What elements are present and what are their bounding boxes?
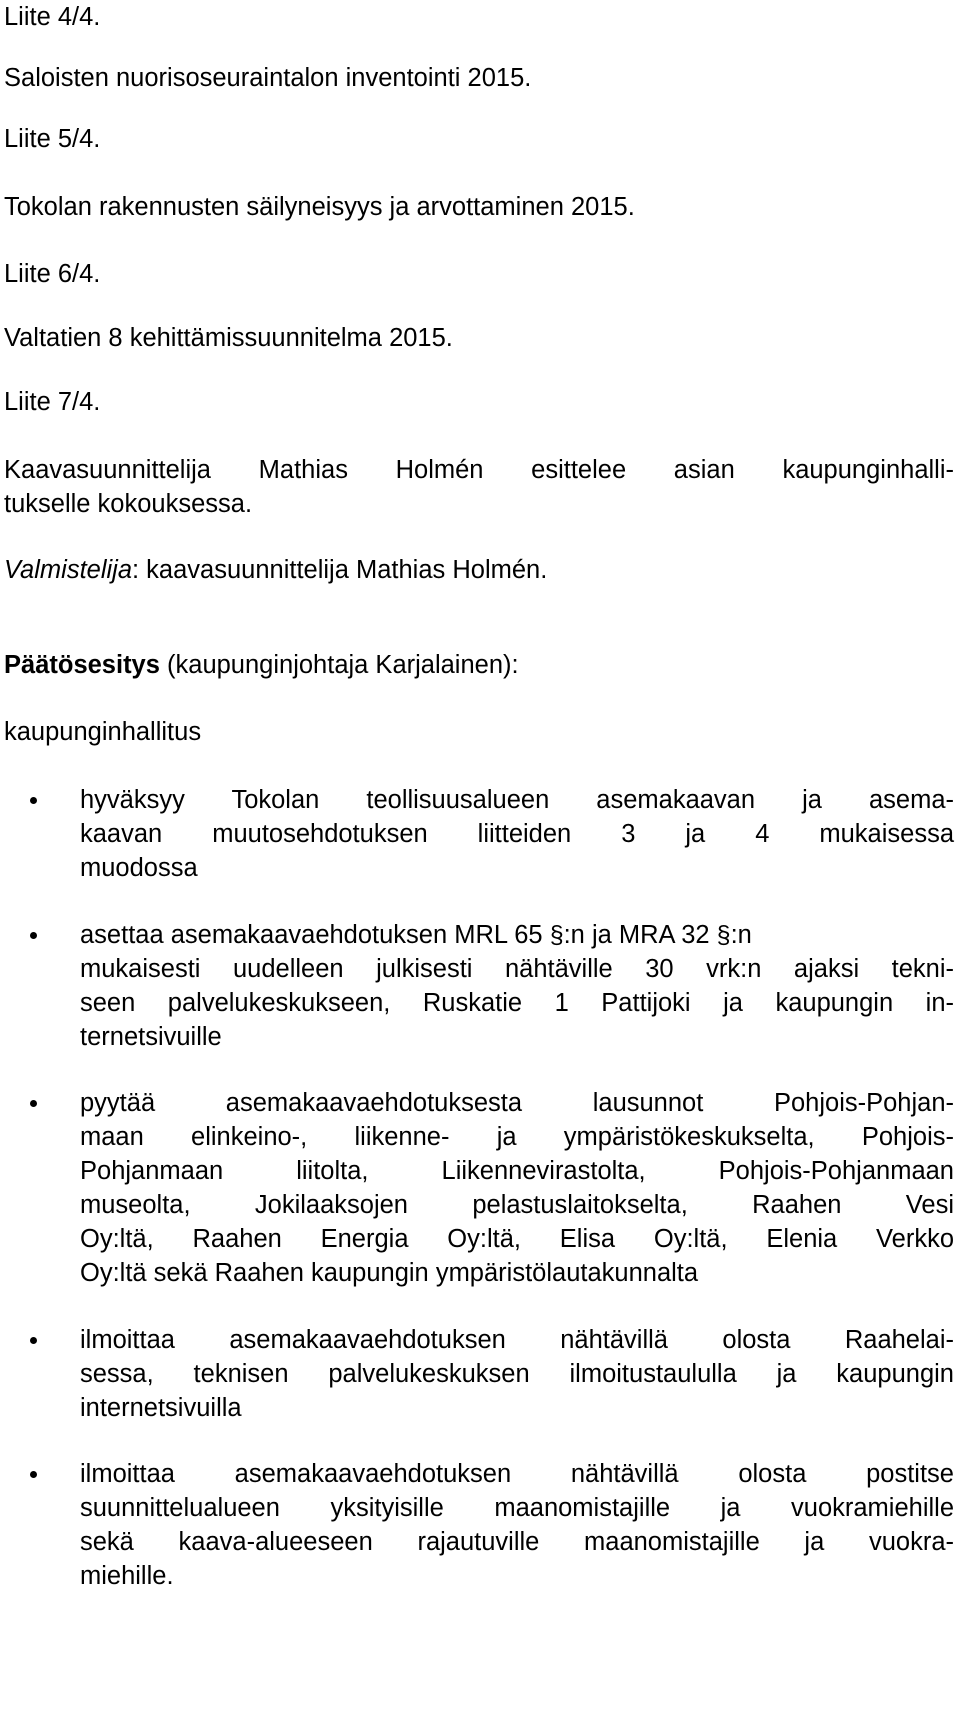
attachment-label-6: Liite 6/4. [4, 260, 101, 288]
proposal-label: Päätösesitys [4, 651, 160, 679]
item-1-line-1: hyväksyy Tokolan teollisuusalueen asemakaavan ja asema- [80, 786, 954, 814]
item-2-line-4: ternetsivuille [80, 1023, 222, 1051]
item-1-line-3: muodossa [80, 854, 198, 882]
bullet-icon [30, 932, 37, 939]
section-sign: § [549, 921, 564, 949]
item-2-text-b: :n ja MRA 32 [563, 921, 717, 949]
item-1-line-2: kaavan muutosehdotuksen liitteiden 3 ja 4 mukaisessa [80, 820, 954, 848]
attachment-label-4: Liite 4/4. [4, 3, 101, 31]
item-3-line-5: Oy:ltä, Raahen Energia Oy:ltä, Elisa Oy:ltä, Elenia Verkko [80, 1225, 954, 1253]
decision-subject: kaupunginhallitus [4, 718, 202, 746]
attachment-title-5: Tokolan rakennusten säilyneisyys ja arvottaminen 2015. [4, 193, 635, 221]
bullet-icon [30, 1100, 37, 1107]
attachment-label-5: Liite 5/4. [4, 125, 101, 153]
presentation-line-1: Kaavasuunnittelija Mathias Holmén esittelee asian kaupunginhalli- [4, 456, 954, 484]
item-3-line-1: pyytää asemakaavaehdotuksesta lausunnot Pohjois-Pohjan- [80, 1089, 954, 1117]
attachment-title-4: Saloisten nuorisoseuraintalon inventointi 2015. [4, 64, 532, 92]
section-sign: § [716, 921, 731, 949]
item-3-line-3: Pohjanmaan liitolta, Liikennevirastolta, Pohjois-Pohjanmaan [80, 1157, 954, 1185]
item-5-line-1: ilmoittaa asemakaavaehdotuksen nähtävillä olosta postitse [80, 1460, 954, 1488]
preparer-text: : kaavasuunnittelija Mathias Holmén. [132, 556, 548, 584]
item-4-line-3: internetsivuilla [80, 1394, 242, 1422]
proposal-heading [4, 648, 519, 682]
bullet-icon [30, 797, 37, 804]
item-5-line-3: sekä kaava-alueeseen rajautuville maanomistajille ja vuokra- [80, 1528, 954, 1556]
item-2-line-1 [80, 918, 954, 952]
item-3-line-6: Oy:ltä sekä Raahen kaupungin ympäristölautakunnalta [80, 1259, 699, 1287]
attachment-title-6: Valtatien 8 kehittämissuunnitelma 2015. [4, 324, 453, 352]
item-5-line-2: suunnittelualueen yksityisille maanomistajille ja vuokramiehille [80, 1494, 954, 1522]
preparer-label: Valmistelija [4, 556, 133, 584]
bullet-icon [30, 1337, 37, 1344]
proposal-text: (kaupunginjohtaja Karjalainen): [159, 651, 519, 679]
item-2-text-a: asettaa asemakaavaehdotuksen MRL 65 [80, 921, 550, 949]
item-2-line-2: mukaisesti uudelleen julkisesti nähtäville 30 vrk:n ajaksi tekni- [80, 955, 954, 983]
presentation-line-2: tukselle kokouksessa. [4, 490, 253, 518]
item-2-text-c: :n [730, 921, 752, 949]
item-4-line-2: sessa, teknisen palvelukeskuksen ilmoitustaululla ja kaupungin [80, 1360, 954, 1388]
item-5-line-4: miehille. [80, 1562, 174, 1590]
item-4-line-1: ilmoittaa asemakaavaehdotuksen nähtävillä olosta Raahelai- [80, 1326, 954, 1354]
preparer-line [4, 553, 547, 587]
item-3-line-4: museolta, Jokilaaksojen pelastuslaitokselta, Raahen Vesi [80, 1191, 954, 1219]
attachment-label-7: Liite 7/4. [4, 388, 101, 416]
item-2-line-3: seen palvelukeskukseen, Ruskatie 1 Pattijoki ja kaupungin in- [80, 989, 954, 1017]
bullet-icon [30, 1471, 37, 1478]
item-3-line-2: maan elinkeino-, liikenne- ja ympäristökeskukselta, Pohjois- [80, 1123, 954, 1151]
